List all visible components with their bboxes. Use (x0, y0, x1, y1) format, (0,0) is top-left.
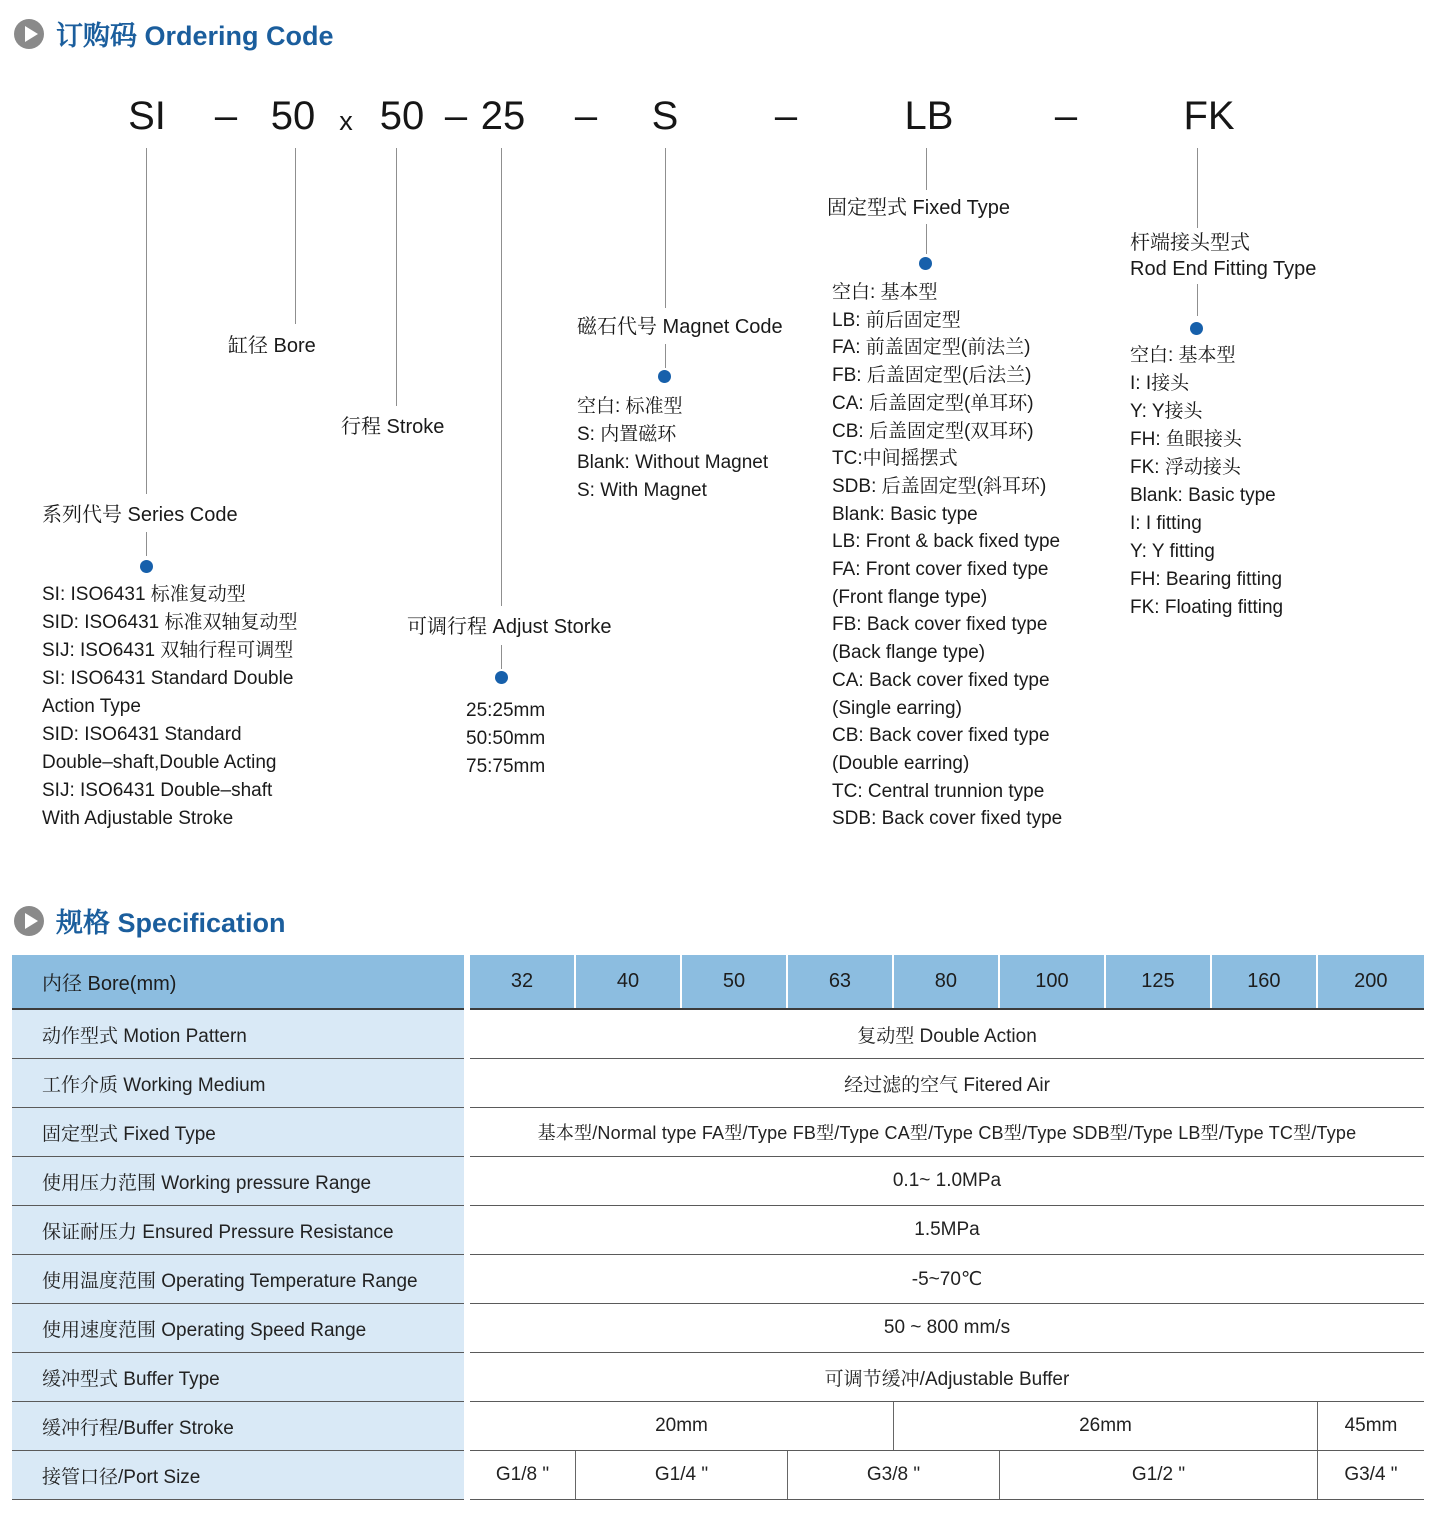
table-header-row (12, 955, 1424, 1010)
row-value: 0.1~ 1.0MPa (892, 1170, 1002, 1191)
bore-value: 160 (1212, 955, 1318, 1008)
fixed-type-list (832, 279, 1062, 833)
ordering-section-header (14, 14, 334, 53)
list-item: FK: Floating fitting (1130, 597, 1284, 618)
node-dot-fixed (919, 257, 932, 270)
list-item: 空白: 基本型 (1130, 345, 1236, 366)
list-item: SI: ISO6431 标准复动型 (42, 584, 246, 605)
list-item: SI: ISO6431 Standard Double (42, 668, 294, 689)
list-item: 25:25mm (466, 700, 546, 721)
connector-line (146, 532, 147, 556)
code-token-series: SI (128, 94, 166, 138)
node-dot-adjust (495, 671, 508, 684)
list-item: Blank: Basic type (832, 503, 978, 525)
series-code-list (42, 581, 298, 833)
port-size-cell: G1/2 " (1000, 1451, 1318, 1499)
list-item: (Front flange type) (832, 586, 988, 608)
table-row (12, 1108, 1424, 1157)
spec-title: 规格 Specification (56, 908, 286, 938)
label-series-code: 系列代号 Series Code (42, 504, 238, 526)
code-dash: – (774, 94, 798, 138)
code-token-bore: 50 (270, 94, 316, 138)
row-label: 保证耐压力 Ensured Pressure Resistance (12, 1206, 464, 1255)
code-dash: – (574, 94, 598, 138)
label-rod-end-fitting (1130, 230, 1316, 282)
play-circle-icon (14, 19, 44, 49)
list-item: Y: Y接头 (1130, 401, 1203, 422)
table-row (12, 1157, 1424, 1206)
row-label: 缓冲行程/Buffer Stroke (12, 1402, 464, 1451)
list-item: Double–shaft,Double Acting (42, 752, 277, 773)
bore-value: 80 (894, 955, 1000, 1008)
bore-value: 50 (682, 955, 788, 1008)
buffer-stroke-cell: 20mm (470, 1402, 894, 1450)
row-label: 接管口径/Port Size (12, 1451, 464, 1500)
list-item: CA: 后盖固定型(单耳环) (832, 392, 1034, 414)
connector-line (926, 224, 927, 254)
row-value: -5~70℃ (911, 1268, 983, 1290)
list-item: Y: Y fitting (1130, 541, 1215, 562)
list-item: CA: Back cover fixed type (832, 669, 1050, 691)
row-value: 基本型/Normal type FA型/Type FB型/Type CA型/Type CB型/Type SDB型/Type LB型/Type TC型/Type (537, 1123, 1357, 1143)
bore-value: 125 (1106, 955, 1212, 1008)
label-magnet-code: 磁石代号 Magnet Code (577, 316, 783, 338)
connector-line (926, 148, 927, 190)
list-item: SIJ: ISO6431 Double–shaft (42, 780, 273, 801)
list-item: (Single earring) (832, 697, 962, 719)
bore-value: 63 (788, 955, 894, 1008)
connector-line (665, 344, 666, 368)
label-fixed-type: 固定型式 Fixed Type (827, 197, 1011, 219)
table-row (12, 1255, 1424, 1304)
play-triangle-icon (25, 26, 38, 42)
connector-line (1197, 148, 1198, 228)
list-item: Action Type (42, 696, 141, 717)
list-item: 75:75mm (466, 756, 546, 777)
row-value: 可调节缓冲/Adjustable Buffer (824, 1368, 1070, 1390)
list-item: CB: Back cover fixed type (832, 725, 1050, 747)
port-size-cell: G3/8 " (788, 1451, 1000, 1499)
label-stroke: 行程 Stroke (341, 416, 445, 438)
label-rod-end-zh: 杆端接头型式 (1130, 232, 1250, 254)
list-item: CB: 后盖固定型(双耳环) (832, 420, 1034, 442)
port-size-cell: G1/8 " (470, 1451, 576, 1499)
table-row (12, 1353, 1424, 1402)
bore-value: 32 (470, 955, 576, 1008)
list-item: SID: ISO6431 Standard (42, 724, 242, 745)
node-dot-magnet (658, 370, 671, 383)
list-item: FB: 后盖固定型(后法兰) (832, 365, 1032, 387)
connector-line (295, 148, 296, 324)
rod-end-fitting-list (1130, 342, 1283, 622)
list-item: SDB: 后盖固定型(斜耳环) (832, 475, 1047, 497)
spec-table (12, 955, 1424, 1500)
list-item: 空白: 标准型 (577, 396, 683, 417)
list-item: With Adjustable Stroke (42, 808, 234, 829)
list-item: 空白: 基本型 (832, 282, 938, 303)
row-label: 工作介质 Working Medium (12, 1059, 464, 1108)
row-label: 使用速度范围 Operating Speed Range (12, 1304, 464, 1353)
bore-value: 200 (1354, 970, 1388, 992)
code-dash: – (214, 94, 238, 138)
row-value: 经过滤的空气 Fitered Air (844, 1074, 1050, 1096)
row-label: 固定型式 Fixed Type (12, 1108, 464, 1157)
list-item: TC: Central trunnion type (832, 780, 1045, 802)
table-row (12, 1206, 1424, 1255)
list-item: TC:中间摇摆式 (832, 448, 958, 470)
connector-line (501, 148, 502, 606)
list-item: LB: Front & back fixed type (832, 531, 1061, 553)
code-token-stroke: 50 (379, 94, 425, 138)
list-item: SID: ISO6431 标准双轴复动型 (42, 612, 298, 633)
connector-line (501, 645, 502, 669)
row-label: 动作型式 Motion Pattern (12, 1010, 464, 1059)
connector-line (665, 148, 666, 308)
code-token-rodend: FK (1183, 94, 1235, 138)
table-row (12, 1451, 1424, 1500)
table-row (12, 1059, 1424, 1108)
buffer-stroke-cell: 45mm (1344, 1415, 1398, 1436)
table-row (12, 1304, 1424, 1353)
list-item: FK: 浮动接头 (1130, 457, 1241, 478)
list-item: FA: Front cover fixed type (832, 559, 1049, 581)
connector-line (146, 148, 147, 494)
list-item: FH: Bearing fitting (1130, 569, 1283, 590)
code-dash: – (444, 94, 468, 138)
row-value: 复动型 Double Action (857, 1025, 1037, 1047)
node-dot-rodend (1190, 322, 1203, 335)
row-label: 缓冲型式 Buffer Type (12, 1353, 464, 1402)
node-dot-series (140, 560, 153, 573)
list-item: S: With Magnet (577, 480, 707, 501)
row-label: 使用温度范围 Operating Temperature Range (12, 1255, 464, 1304)
list-item: (Back flange type) (832, 642, 986, 664)
list-item: FH: 鱼眼接头 (1130, 429, 1242, 450)
connector-line (1197, 284, 1198, 316)
list-item: 50:50mm (466, 728, 546, 749)
label-bore: 缸径 Bore (228, 335, 316, 357)
table-row (12, 1010, 1424, 1059)
play-circle-icon (14, 906, 44, 936)
list-item: SIJ: ISO6431 双轴行程可调型 (42, 640, 294, 661)
buffer-stroke-cell: 26mm (894, 1402, 1318, 1450)
list-item: S: 内置磁环 (577, 424, 677, 445)
port-size-cell: G3/4 " (1344, 1464, 1398, 1485)
spec-section-header (14, 901, 286, 940)
ordering-title: 订购码 Ordering Code (56, 21, 334, 51)
header-label-bore: 内径 Bore(mm) (12, 955, 464, 1010)
list-item: FB: Back cover fixed type (832, 614, 1048, 636)
list-item: FA: 前盖固定型(前法兰) (832, 337, 1031, 359)
code-token-magnet: S (651, 94, 679, 138)
label-adjust-stroke: 可调行程 Adjust Storke (407, 616, 612, 638)
list-item: Blank: Without Magnet (577, 452, 769, 473)
connector-line (396, 148, 397, 406)
bore-value: 40 (576, 955, 682, 1008)
adjust-stroke-list (466, 697, 545, 781)
list-item: (Double earring) (832, 752, 970, 774)
row-value: 50 ~ 800 mm/s (883, 1317, 1011, 1338)
bore-value: 100 (1000, 955, 1106, 1008)
code-token-fixed: LB (904, 94, 954, 138)
list-item: LB: 前后固定型 (832, 309, 961, 331)
row-value: 1.5MPa (914, 1219, 980, 1240)
play-triangle-icon (25, 913, 38, 929)
header-bore-values (470, 955, 1424, 1010)
code-times: x (339, 106, 353, 136)
table-row (12, 1402, 1424, 1451)
code-dash: – (1054, 94, 1078, 138)
list-item: I: I fitting (1130, 513, 1202, 534)
label-rod-end-en: Rod End Fitting Type (1130, 258, 1317, 280)
magnet-code-list (577, 393, 768, 505)
list-item: Blank: Basic type (1130, 485, 1276, 506)
row-label: 使用压力范围 Working pressure Range (12, 1157, 464, 1206)
list-item: SDB: Back cover fixed type (832, 808, 1063, 830)
port-size-cell: G1/4 " (576, 1451, 788, 1499)
code-token-adjust: 25 (480, 94, 526, 138)
list-item: I: I接头 (1130, 373, 1190, 394)
